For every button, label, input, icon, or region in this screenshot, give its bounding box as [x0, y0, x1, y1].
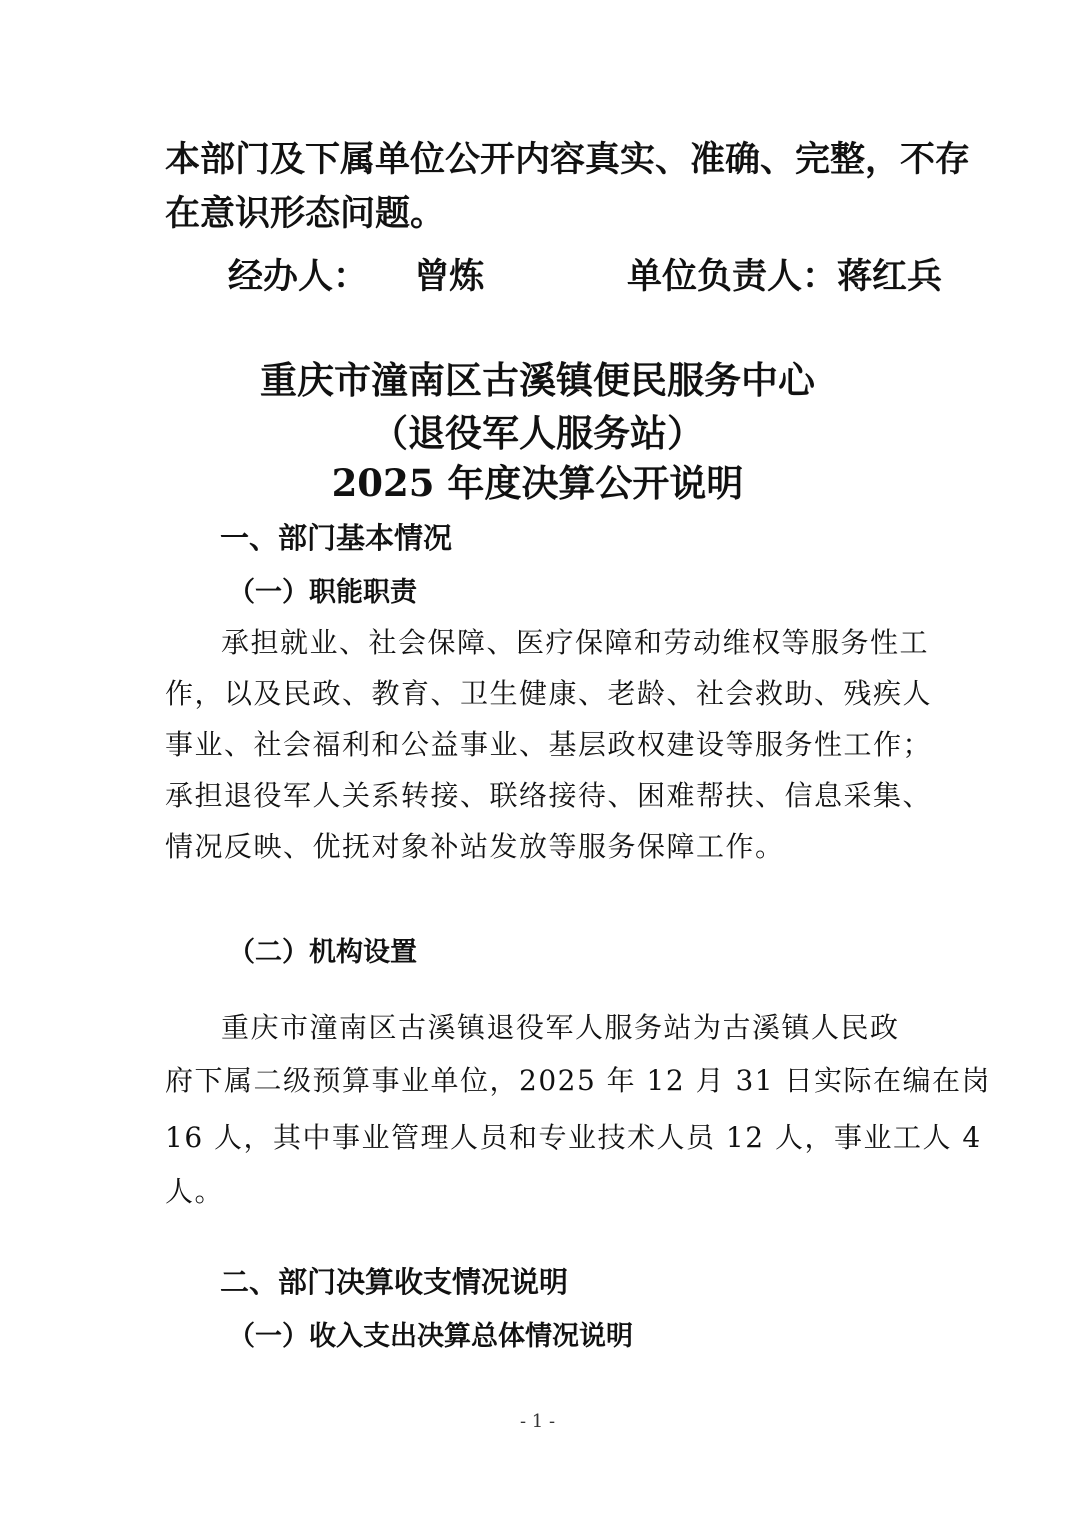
document-title-line-1: 重庆市潼南区古溪镇便民服务中心: [260, 358, 815, 402]
section-1-2-heading: （二）机构设置: [228, 937, 417, 968]
declaration-line-2: 在意识形态问题。: [165, 193, 446, 234]
org-line-2: 府下属二级预算事业单位，2025 年 12 月 31 日实际在编在岗: [165, 1064, 992, 1097]
section-2-heading: 二、部门决算收支情况说明: [220, 1265, 569, 1299]
leader-name: 蒋红兵: [837, 256, 943, 297]
duty-line-1: 承担就业、社会保障、医疗保障和劳动维权等服务性工: [221, 626, 930, 659]
document-title-line-3: 2025 年度决算公开说明: [331, 461, 744, 505]
section-2-1-heading: （一）收入支出决算总体情况说明: [228, 1321, 633, 1352]
handler-signature: [228, 249, 484, 299]
handler-label: 经办人：: [228, 256, 369, 297]
duty-line-4: 承担退役军人关系转接、联络接待、困难帮扶、信息采集、: [165, 779, 933, 812]
leader-signature: [627, 249, 942, 299]
org-line-3: 16 人，其中事业管理人员和专业技术人员 12 人，事业工人 4: [165, 1121, 982, 1154]
org-line-1: 重庆市潼南区古溪镇退役军人服务站为古溪镇人民政: [221, 1011, 900, 1044]
declaration-paragraph: [165, 133, 971, 241]
org-line-4: 人。: [165, 1175, 225, 1208]
declaration-line-1: 本部门及下属单位公开内容真实、准确、完整，不存: [165, 139, 971, 180]
page-number: - 1 -: [519, 1411, 556, 1432]
section-1-heading: 一、部门基本情况: [220, 521, 453, 555]
section-1-1-heading: （一）职能职责: [228, 577, 417, 608]
handler-name: 曾炼: [414, 256, 485, 297]
document-title-line-2: （退役军人服务站）: [371, 411, 704, 455]
duty-line-2: 作，以及民政、教育、卫生健康、老龄、社会救助、残疾人: [165, 677, 933, 710]
duty-line-5: 情况反映、优抚对象补站发放等服务保障工作。: [165, 830, 785, 863]
duty-line-3: 事业、社会福利和公益事业、基层政权建设等服务性工作；: [165, 728, 933, 761]
leader-label: 单位负责人：: [627, 256, 838, 297]
